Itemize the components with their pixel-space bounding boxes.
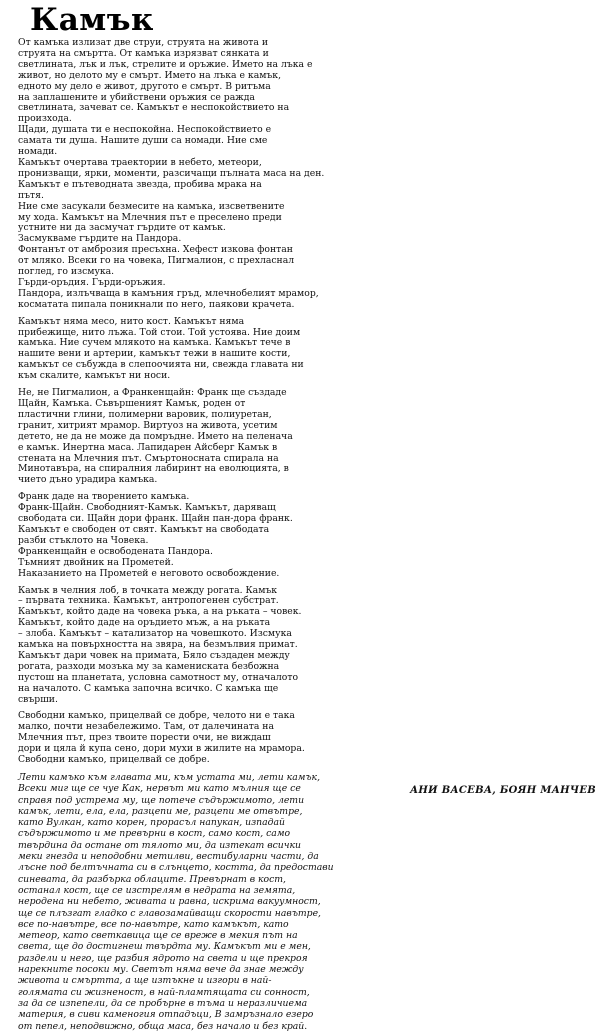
article-body [18,38,584,766]
paragraph-line: косматата пипала поникнали по него, паякови крачета. [18,298,295,310]
italic-line: меки гнезда и неподобни метилви, вестибуларни части, да [18,851,319,863]
italic-line: света, ще до достигнеш твърдта му. Камъкът ми е мен, [18,941,311,953]
italic-line: голямата си жизненост, в най-пламтящата си сонност, [18,986,310,998]
italic-line: материя, в сиви каменогия отпадъци, В замръзнало езеро [18,1009,314,1021]
paragraph-line: пустош на планетата, условна самотност му, отначалото [18,671,299,683]
paragraph-line: разби стъклото на Човека. [18,534,149,546]
paragraph-line: Млечния път, през твоите порести очи, не виждаш [18,732,271,744]
paragraph-line: Свободни камъко, прицелвай се добре. [18,754,210,766]
paragraph-line: устните ни да засмучат гърдите от камък. [18,222,226,234]
paragraph-line: Не, не Пигмалион, а Франкенщайн: Франк ще създаде [18,387,287,399]
italic-line: неродена ни небето, живата и равна, искрима вакуумност, [18,896,321,908]
italic-line: лъсне под белтъчната си в слънцето, костта, да предостави [18,862,334,874]
paragraph-line: Засмукваме гърдите на Пандора. [18,233,182,245]
paragraph-line: живот, но делото му е смърт. Името на лъка е камък, [18,69,282,81]
paragraph-line: Ние сме засукали безмесите на камъка, изсветвените [18,200,285,212]
paragraph-line: номади. [18,146,58,158]
paragraph-line: Камъкът очертава траектории в небето, метеори, [18,156,262,168]
paragraph-line: камъка. Ние сучем млякото на камъка. Камъкът тече в [18,337,291,349]
paragraph-line: стената на Млечния път. Смъртоносната спирала на [18,452,279,464]
italic-line: ще се плъзгат гладко с главозамайващи скорости навътре, [18,907,321,919]
italic-line: все по-навътре, все по-навътре, като камъкът, като [18,918,289,930]
paragraph-line: Свободни камъко, прицелвай се добре, челото ни е така [18,710,295,722]
paragraph-line: му хода. Камъкът на Млечния път е преселено преди [18,211,282,223]
paragraph-line: на заплашените и убийствени оръжия се ражда [18,91,255,103]
italic-line: за да се изпепели, да се пробърне в тъма и неразличиема [18,997,308,1009]
paragraph-line: струята на смъртта. От камъка изрязват сянката и [18,47,269,59]
paragraph-line: малко, почти незабележимо. Там, от далечината на [18,721,274,733]
paragraph-line: поглед, го изсмука. [18,266,115,278]
article-paragraph [18,492,584,579]
italic-passage [18,772,584,1032]
paragraph-line: Тъмният двойник на Прометей. [18,556,174,568]
article-paragraph [18,317,584,382]
italic-line: Всеки миг ще се чуе Как, нервът ми като мълния ще се [18,783,301,795]
paragraph-line: Франк даде на творението камъка. [18,491,190,503]
paragraph-line: Пандора, излъчваща в камъния гръд, млечнобелият мрамор, [18,287,319,299]
italic-line: нарекните посоки му. Светът няма вече да знае между [18,964,304,976]
article-authors: АНИ ВАСЕВА, БОЯН МАНЧЕВ [409,785,596,796]
paragraph-line: Камъкът няма месо, нито кост. Камъкът няма [18,315,245,327]
italic-line: останал кост, ще се изстрелям в недрата на земята, [18,884,296,896]
italic-line: съдържимото и ме превърни в кост, само кост, само [18,828,291,840]
paragraph-line: Камъкът, който даде на човека ръка, а на ръката – човек. [18,606,302,618]
paragraph-line: е камък. Инертна маса. Лапидарен Айсберг Камък в [18,441,278,453]
italic-line: камък, лети, ела, ела, разцепи ме, разцепи ме отвътре, [18,805,303,817]
paragraph-line: – злоба. Камъкът – катализатор на човешкото. Изсмука [18,628,292,640]
italic-line: от пепел, неподвижно, обща маса, без начало и без край. [18,1020,308,1032]
paragraph-line: Камък в челния лоб, в точката между рогата. Камък [18,584,278,596]
paragraph-line: Минотавъра, на спиралния лабиринт на еволюцията, в [18,463,289,475]
paragraph-line: Фонтанът от амброзия пресъхна. Хефест изкова фонтан [18,244,293,256]
italic-line: като Вулкан, като корен, прорасъл напукан, изпадай [18,817,285,829]
paragraph-line: пътя. [18,189,44,201]
italic-line: живота и смъртта, а ще изтъкне и изгори в най- [18,975,272,987]
paragraph-line: пронизващи, ярки, моменти, разсичащи пълната маса на ден. [18,167,325,179]
article-paragraph [18,711,584,766]
italic-line: Лети камъко към главата ми, към устата ми, лети камък, [18,772,321,783]
paragraph-line: самата ти душа. Нашите души са номади. Ние сме [18,135,268,147]
paragraph-line: детето, не да не може да помръдне. Името на пеленача [18,430,293,442]
article-title: Камък [30,2,154,38]
paragraph-line: Щади, душата ти е неспокойна. Неспокойствието е [18,124,272,136]
paragraph-line: гранит, хитрият мрамор. Виртуоз на живота, усетим [18,419,278,431]
paragraph-line: Камъкът, който даде на оръдието мъж, а на ръката [18,617,271,629]
paragraph-line: камъка на повърхността на звяра, на безмълвия примат. [18,639,298,651]
paragraph-line: нашите вени и артерии, камъкът тежи в нашите кости, [18,348,291,360]
article-paragraph [18,38,584,311]
paragraph-line: Наказанието на Прометей е неговото освобождение. [18,567,280,579]
paragraph-line: Камъкът е пътеводната звезда, пробива мрака на [18,178,262,190]
paragraph-line: Камъкът дари човек на примата, Бяло създаден между [18,649,290,661]
paragraph-line: светлината, зачеват се. Камъкът е неспокойствието на [18,102,290,114]
article-paragraph [18,388,584,486]
paragraph-line: към скалите, камъкът ни носи. [18,370,171,382]
paragraph-line: едното му дело е живот, другото е смърт. В ритъма [18,80,271,92]
italic-line: раздели и него, ще разбия ядрото на света и ще прекроя [18,952,308,964]
paragraph-line: Камъкът е свободен от свят. Камъкът на свободата [18,523,270,535]
italic-line: синевата, да разбърка облаците. Превърнат в кост, [18,873,286,885]
paragraph-line: Франкенщайн е освободената Пандора. [18,545,213,557]
paragraph-line: от мляко. Всеки го на човека, Пигмалион, с прехласнал [18,255,295,267]
paragraph-line: От камъка излизат две струи, струята на живота и [18,37,269,48]
paragraph-line: свърши. [18,693,58,705]
paragraph-line: свободата си. Щайн дори франк. Щайн пан-дора франк. [18,513,293,525]
italic-line: справя под устрема му, ще потече съдържимото, лети [18,794,305,806]
paragraph-line: – първата техника. Камъкът, антропогенен субстрат. [18,595,279,607]
paragraph-line: произхода. [18,113,72,125]
paragraph-line: рогата, разходи мозъка му за камениската безбожна [18,660,280,672]
paragraph-line: на началото. С камъка започна всичко. С камъка ще [18,682,279,694]
italic-line: твърдина да остане от тялото ми, да изтекат всички [18,839,301,851]
paragraph-line: Франк-Щайн. Свободният-Камък. Камъкът, даряващ [18,502,276,514]
italic-line: метеор, като светкавица ще се вреже в мекия път на [18,930,298,942]
article-page [18,2,584,1032]
paragraph-line: чието дъно урадира камъка. [18,474,158,486]
paragraph-line: камъкът се събужда в слепоочията ни, свежда главата ни [18,359,304,371]
article-paragraph [18,586,584,706]
paragraph-line: пластични глини, полимерни варовик, полиуретан, [18,408,272,420]
paragraph-line: светлината, лък и лък, стрелите и оръжие. Името на лъка е [18,58,313,70]
paragraph-line: Гърди-оръдия. Гърди-оръжия. [18,276,166,288]
paragraph-line: прибежище, нито лъжа. Той стои. Той устоява. Ние доим [18,326,301,338]
paragraph-line: дори и цяла й купа сено, дори мухи в жилите на мрамора. [18,743,305,755]
paragraph-line: Щайн, Камъка. Съвършеният Камък, роден от [18,398,246,409]
